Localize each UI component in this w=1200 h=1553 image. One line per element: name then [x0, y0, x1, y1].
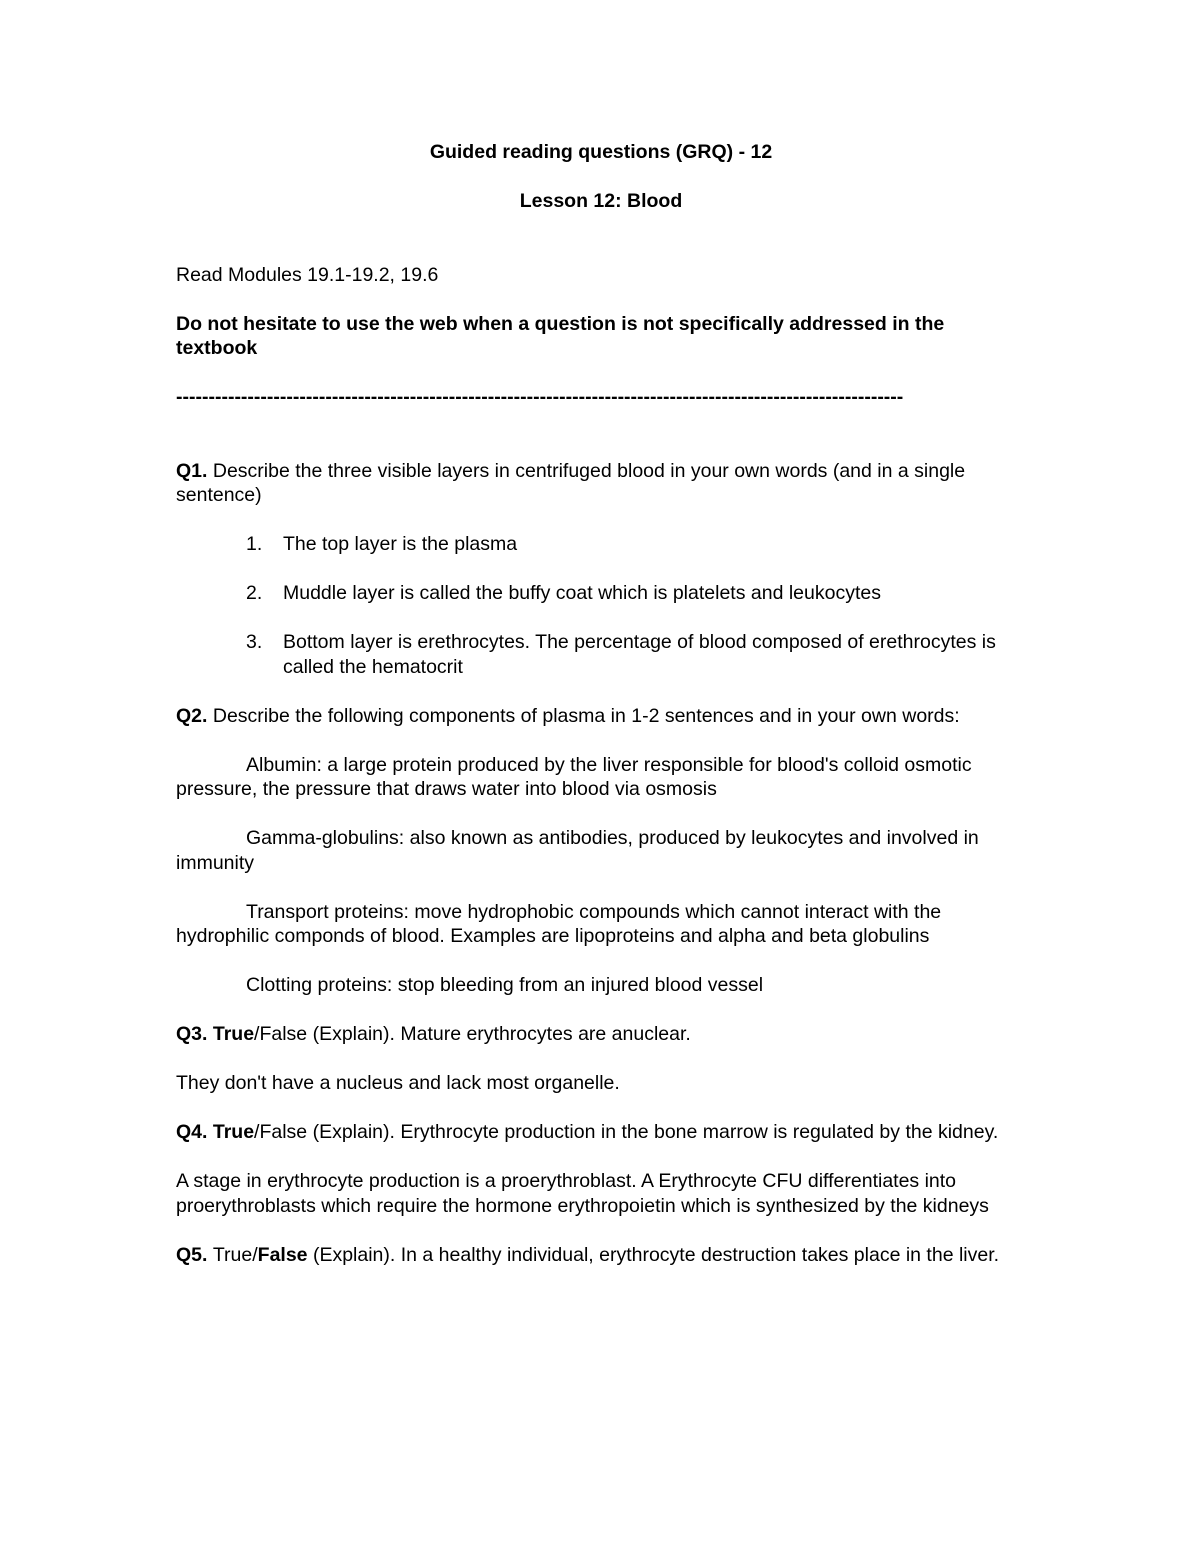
- section-divider: ----------------------------------------------------------------------------------------------------------------: [176, 386, 904, 408]
- question-4-true: True: [212, 1121, 255, 1143]
- list-item-number: 3.: [246, 631, 263, 653]
- instruction-text: Do not hesitate to use the web when a question is not specifically addressed in the textbook: [176, 312, 945, 359]
- question-4-label: Q4.: [176, 1121, 208, 1143]
- component-gamma-globulins: Gamma-globulins: also known as antibodies, produced by leukocytes and involved in immunity: [176, 827, 979, 874]
- list-item-number: 2.: [246, 582, 263, 604]
- question-1: [176, 459, 1026, 508]
- question-4-false: /False: [254, 1121, 308, 1143]
- question-4: [176, 1120, 1026, 1145]
- read-modules-text: Read Modules 19.1-19.2, 19.6: [176, 263, 439, 286]
- list-item-text: Bottom layer is erethrocytes. The percentage of blood composed of erethrocytes is called the hematocrit: [283, 631, 996, 678]
- question-5-label: Q5.: [176, 1243, 208, 1266]
- question-3-true: True: [212, 1023, 255, 1045]
- question-4-answer: A stage in erythrocyte production is a proerythroblast. A Erythrocyte CFU differentiates into proerythroblasts which require the hormone erythropoietin which is synthesized by the kidneys: [176, 1170, 989, 1217]
- question-4-statement: (Explain). Erythrocyte production in the bone marrow is regulated by the kidney.: [307, 1121, 999, 1143]
- question-5: [176, 1243, 1026, 1268]
- list-item-number: 1.: [246, 533, 263, 555]
- list-item-text: Muddle layer is called the buffy coat which is platelets and leukocytes: [283, 582, 881, 604]
- question-2-label: Q2.: [176, 704, 208, 727]
- question-2-text: Describe the following components of plasma in 1-2 sentences and in your own words:: [207, 704, 960, 727]
- question-5-true: True/: [212, 1243, 258, 1266]
- component-clotting-proteins: Clotting proteins: stop bleeding from an injured blood vessel: [246, 974, 764, 996]
- question-3: [176, 1022, 1026, 1047]
- list-item: [176, 630, 1026, 679]
- document-page: [176, 140, 1026, 1292]
- question-5-statement: (Explain). In a healthy individual, erythrocyte destruction takes place in the liver.: [307, 1243, 1000, 1266]
- question-3-answer: They don't have a nucleus and lack most organelle.: [176, 1072, 620, 1094]
- component-transport-proteins: Transport proteins: move hydrophobic compounds which cannot interact with the hydrophilic componds of blood. Examples are lipoproteins and alpha and beta globulins: [176, 900, 942, 947]
- list-item-text: The top layer is the plasma: [283, 533, 518, 555]
- question-1-label: Q1.: [176, 459, 208, 482]
- question-2: [176, 704, 1026, 729]
- document-title: Guided reading questions (GRQ) - 12: [429, 141, 773, 163]
- lesson-title: Lesson 12: Blood: [519, 190, 683, 212]
- list-item: [176, 581, 1026, 606]
- component-albumin: Albumin: a large protein produced by the liver responsible for blood's colloid osmotic pressure, the pressure that draws water into blood via osmosis: [176, 753, 972, 800]
- question-1-text: Describe the three visible layers in centrifuged blood in your own words (and in a single sentence): [176, 459, 966, 506]
- list-item: [176, 532, 1026, 557]
- question-5-false: False: [257, 1243, 308, 1266]
- question-3-false: /False: [254, 1023, 308, 1045]
- question-3-statement: (Explain). Mature erythrocytes are anuclear.: [307, 1023, 691, 1045]
- question-1-answer-list: [176, 532, 1026, 679]
- question-3-label: Q3.: [176, 1023, 208, 1045]
